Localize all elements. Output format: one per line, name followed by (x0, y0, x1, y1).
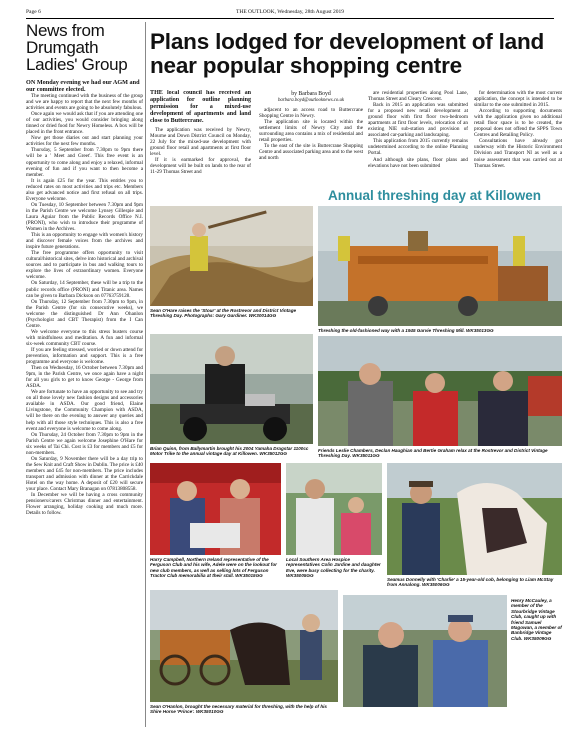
masthead: THE OUTLOOK, Wednesday, 28th August 2019 (235, 9, 345, 15)
caption-5: Harry Campbell, Northern Ireland representative of the Ferguson Club and his wife, Adele were on the lookout for new club members, as well as selling lots of Ferguson Tractor Club memorabilia at their stall. WK35015GG (150, 557, 277, 579)
paragraph: Now get those diaries out and start planning your activities for the next few months. (26, 135, 143, 148)
paragraph: It is again £25 for the year. This entitles you to reduced rates on most activities and trips etc. Members also get advanced notice and first refusal on all trips. Everyone welcome. (26, 177, 143, 202)
paragraph: Then on Wednesday, 16 October between 7.30pm and 9pm, in the Parish Centre, we once again have a night for all you girls to get to know George - George from ASDA. (26, 365, 143, 390)
paragraph: Once again we would ask that if you are attending one of our activities, you would consider bringing along tinned or dried food for Newry Homeless. A box will be placed in the front entrance. (26, 111, 143, 136)
ladies-group-heading: News from Drumgath Ladies' Group (26, 22, 128, 74)
story-column-2 (259, 90, 363, 185)
header-rule (26, 18, 554, 19)
paragraph: We welcome everyone to this stress busters course with mindfulness and meditation. A fun and informal six-week community CBT course. (26, 328, 143, 347)
photo-jardine (286, 463, 382, 555)
paragraph: are residential properties along Pool Lane, Thomas Street and Cleary Crescent. (368, 90, 468, 103)
caption-1: Sean O'Hare raises the 'Stour' at the Rostrevor and District Vintage Threshing Day. Photographs: Gary Gardiner. WK30014GG (150, 308, 297, 319)
ladies-group-article (26, 22, 143, 727)
page-number: Page 6 (26, 9, 41, 15)
paragraph: If you are feeling stressed, worried or down attend for prevention, information and support. This is a free programme and everyone is welcome. (26, 346, 143, 366)
photo-campbell (150, 463, 281, 555)
byline-email: barbara.boyd@outlooknews.co.uk (277, 98, 345, 103)
story-column-4 (474, 90, 562, 185)
paragraph: According to supporting documents with the application given no additional retail floor space is to be created, the proposal does not offend the SPPS Town Centres and Retailing Policy. (474, 108, 562, 139)
paragraph: The meeting continued with the business of the group and we are happy to report that the next few months of activities and events are going to be absolutely fabulous. (26, 93, 143, 112)
threshing-banner: Annual threshing day at Killowen (328, 188, 542, 203)
caption-8: Henry McCauley, a member of the Stourbridge Vintage Club, caught up with friend Samuel Magowan, a member of Banbridge Vintage Club. WK35009GG (511, 598, 562, 641)
paragraph: for determination with the most current application, the concept is intended to be similar to the one submitted in 2015. (474, 90, 562, 109)
caption-6: Local Southern Area Hospice representatives Colin Jardine and daughter Eve, were busy collecting for the charity. WK35005GG (286, 557, 381, 579)
paragraph: On Thursday, 24 October from 7.30pm to 9pm in the Parish Centre we again welcome Josephine O'Hare for six weeks of Tai Chi. Cost is £3 for members and £5 for non-members. (26, 431, 143, 456)
photo-mccauley-magowan (343, 595, 507, 707)
paragraph: In December we will be having a cross community pensioners/carers Christmas dinner and entertainment. Flower arranging, holiday cooking and much more. Details to follow. (26, 492, 143, 517)
paragraph: Thursday, 5 September from 7.30pm to 9pm there will be a ' Meet and Greet'. This free event is an opportunity to come along and enjoy a relaxed, informal evening of fun and if you want to then become a member. (26, 147, 143, 178)
paragraph: We are fortunate to have an opportunity to see and try on all those lovely new fashion designs and accessories available in ASDA. Our good friend, Elaine Livingstone, the Community Champion with ASDA, will be there on the evening to answer any queries and help with all those style techniques. This is also a free event and everyone is welcome to come along. (26, 389, 143, 432)
article-col4-body (474, 90, 562, 169)
caption-3: Brian Quinn, from Ballymartin brought his 2004 Yamaha Dragstar 1100cc Motor Trike to the annual vintage day at Killowen. WK35012GG (150, 446, 309, 457)
article-col3-body (368, 90, 468, 169)
paragraph: And although site plans, floor plans and elevations have not been submitted (368, 156, 468, 169)
story-column-3 (368, 90, 468, 185)
article-headline: Plans lodged for development of land near popular shopping centre (150, 29, 545, 78)
article-lead: THE local council has received an application for outline planning permission for a mixed-use development of apartments and land close to Buttercrane. (150, 90, 251, 124)
ladies-group-lead: ON Monday evening we had our AGM and our committee elected. (26, 79, 140, 93)
photo-shire-horse (150, 590, 338, 702)
caption-7: Seamus Donnelly with 'Charlie' a 15-year-old cob, belonging to Liam McStay from Annalong. WK35006GG (387, 577, 554, 588)
article-col2-body (259, 107, 363, 161)
ladies-group-body (26, 93, 143, 516)
caption-2: Threshing the old-fashioned way with a 1945 Garvie Threshing Mill. WK35013GG (318, 328, 494, 333)
page-header (26, 8, 554, 18)
story-column-1 (150, 90, 251, 185)
paragraph: This is an opportunity to engage with women's history and discover female voices from the archives and inspire future generations. (26, 232, 143, 251)
paragraph: The free programme offers opportunity to visit cultural/historical sites, delve into historical and archival sources and to participate in bus and walking tours to explore the lives of extraordinary women. Everyone welcome. (26, 250, 143, 281)
paragraph: Back in 2015 an application was submitted for a proposed new retail development at ground floor with first floor two-bedroom apartments at first floor levels, relocation of an existing NIE sub-station and provision of associated car-parking and landscaping. (368, 102, 468, 139)
paragraph: On Tuesday, 10 September between 7.30pm and 9pm in the Parish Centre we welcome Lynsey Gillespie and Laura Aguiar from the Public Records Office N.I. (PRONI), who wish to introduce their programme of Women in the Archives. (26, 201, 143, 233)
paragraph: The application was received by Newry, Mourne and Down District Council on Monday, 22 July for the mixed-use development with ground floor retail and apartments at first floor level. (150, 127, 251, 158)
photo-three-friends (318, 336, 562, 446)
paragraph: The application site is located within the settlement limits of Newry City and the surrounding area contains a mix of residential and retail properties. (259, 119, 363, 144)
photo-seamus-donnelly (387, 463, 562, 575)
paragraph: On Saturday, 14 September, these will be a trip to the public records office (PRONI) and Titanic area. Names can be given to Barbara Dickson on 07763759128. (26, 280, 143, 299)
column-divider (145, 22, 146, 727)
byline-name: by Barbara Boyd (291, 91, 331, 97)
paragraph: If it is earmarked for approval, the development will be built on lands to the rear of 11-29 Thomas Street and (150, 157, 251, 176)
article-col1-body (150, 127, 251, 175)
paragraph: On Saturday, 9 November there will be a day trip to the Sew Knit and Craft Show in Dublin. The price is £40 members and £45 for non-members. The price includes transport and admission with dinner at the Carrickdale Hotel on the way home. A deposit of £20 will secure your place. Contact Mary Branagan on 07813808558. (26, 455, 143, 493)
paragraph: Consultations have already got underway with the Historic Environment Division and Transport NI as well as a noise assessment that was carried out at Thomas Street. (474, 138, 562, 169)
caption-4: Friends Leslie Chambers, Declan Haughian and Bertie Graham relax at the Rostrevor and District Vintage Threshing Day. WK35011GG (318, 448, 548, 459)
byline (259, 90, 363, 104)
photo-brian-quinn (150, 334, 313, 444)
paragraph: To the east of the site is Buttercrane Shopping Centre and associated parking area and to the west and north (259, 143, 363, 162)
caption-9: Sean O'Hanlon, brought the necessary material for threshing, with the help of his Shire Horse 'Prince'. WK35010GG (150, 704, 327, 715)
paragraph: adjacent to an access road to Buttercrane Shopping Centre in Newry. (259, 107, 363, 120)
paragraph: On Thursday, 12 September from 7.30pm to 9pm, in the Parish Centre (for six consecutive weeks), we welcome the distinguished Dr Ann Ohanlon (Psychologist and CBT Therapist) from the I Can Centre. (26, 298, 143, 329)
photo-sean-ohare (150, 206, 313, 306)
paragraph: This application from 2015 currently remains undetermined according to the online Planning Portal. (368, 138, 468, 157)
photo-threshing-mill (318, 206, 562, 326)
